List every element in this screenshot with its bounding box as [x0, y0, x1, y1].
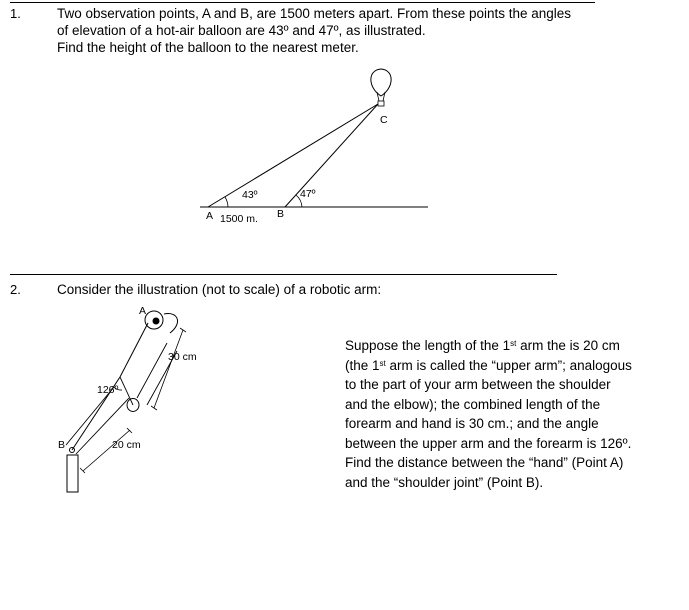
elbow-angle-label: 126º: [97, 384, 119, 396]
problem-2-intro: Consider the illustration (not to scale) of a robotic arm:: [57, 282, 382, 297]
description-part-2: arm the is 20 cm (the 1: [345, 338, 620, 373]
description-part-1: Suppose the length of the 1: [345, 338, 511, 353]
superscript-st-2: st: [379, 358, 386, 368]
sight-line-a: [208, 104, 378, 207]
forearm-dimension: [151, 328, 186, 410]
balloon-diagram: [0, 0, 689, 260]
hand-point-a: [153, 318, 160, 325]
section-divider: [10, 274, 557, 275]
balloon-label-c: C: [380, 114, 388, 126]
angle-arc-a: [225, 197, 228, 207]
angle-a-label: 43º: [242, 189, 258, 201]
problem-2-number: 2.: [10, 282, 21, 297]
problem-1-line-2: of elevation of a hot-air balloon are 43º and 47º, as illustrated.: [57, 23, 426, 38]
forearm-length-label: 30 cm: [168, 351, 197, 363]
problem-1-line-1: Two observation points, A and B, are 1500 meters apart. From these points the angles: [57, 6, 572, 21]
arm-base: [67, 455, 78, 492]
upper-arm-length-label: 20 cm: [112, 439, 141, 451]
hot-air-balloon-icon: [371, 69, 391, 106]
forearm-line: [120, 323, 148, 377]
superscript-st-1: st: [510, 339, 517, 348]
point-a-label: A: [206, 210, 214, 222]
description-part-3: arm is called the “upper arm”; analogous to the part of your arm between the shoulder and the elbow); the combined length of the forearm and hand is 30 cm.; and the angle between the upper arm and the forearm is 126º. Find the distance between the “hand” (Point A) and the “shoulder joint” (Point B).: [345, 357, 632, 490]
problem-1-number: 1.: [10, 6, 21, 21]
distance-label: 1500 m.: [220, 213, 258, 225]
angle-b-label: 47º: [300, 188, 316, 200]
problem-1-line-3: Find the height of the balloon to the nearest meter.: [57, 40, 359, 55]
gripper: [164, 314, 178, 333]
sight-line-b: [285, 104, 378, 207]
problem-2-description: [345, 336, 635, 492]
arm-point-b-label: B: [58, 439, 66, 451]
arm-point-a-label: A: [139, 305, 147, 317]
robotic-arm-diagram: [0, 295, 300, 510]
point-b-label: B: [277, 208, 285, 220]
